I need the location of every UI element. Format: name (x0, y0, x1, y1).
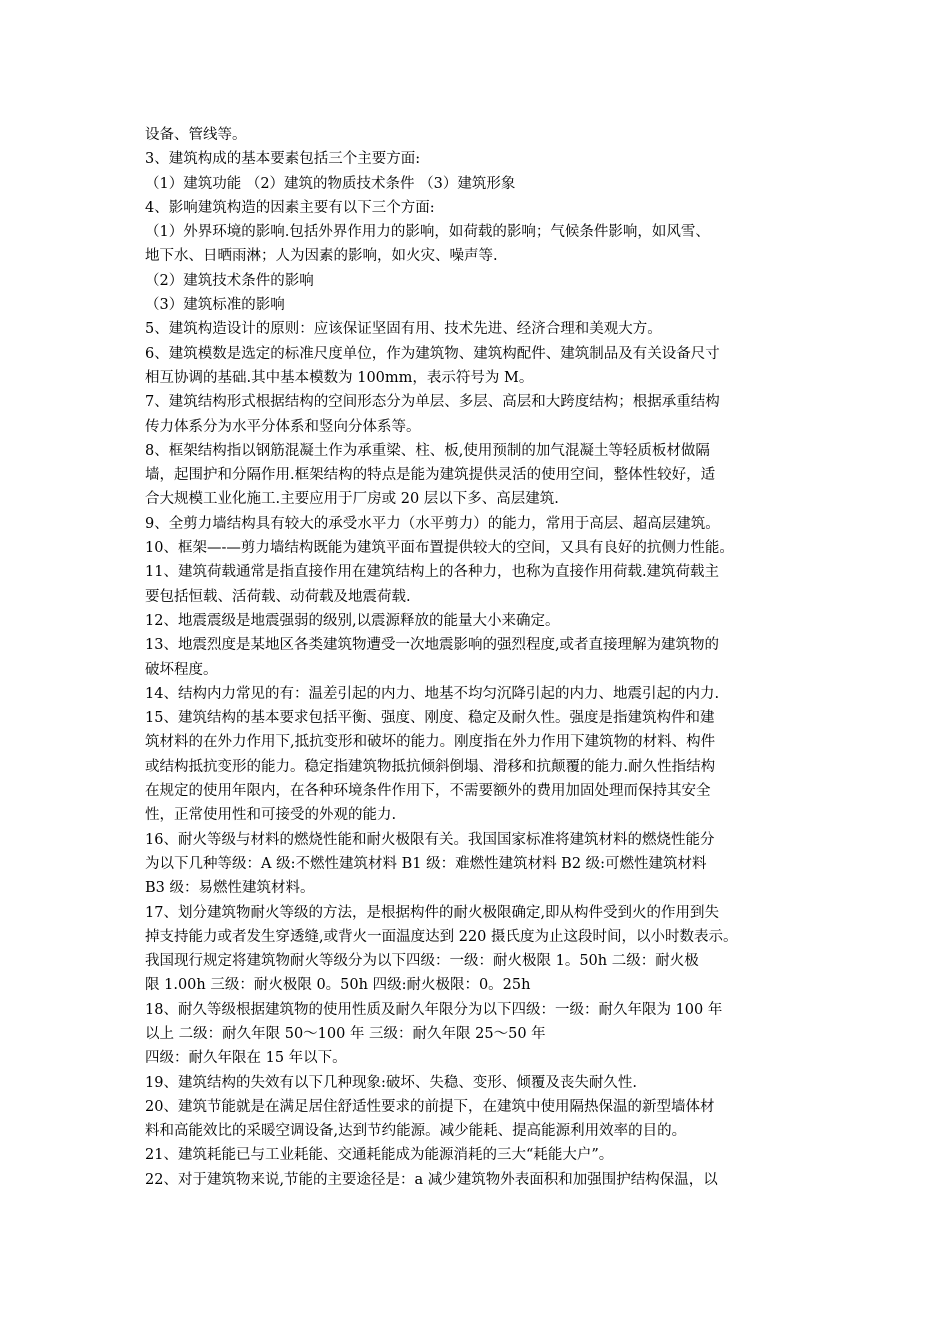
text-line: 合大规模工业化施工.主要应用于厂房或 20 层以下多、高层建筑. (145, 491, 559, 508)
text-line: 5、建筑构造设计的原则：应该保证坚固有用、技术先进、经济合理和美观大方。 (145, 321, 662, 338)
text-line: 限 1.00h 三级：耐火极限 0。50h 四级:耐火极限：0。25h (145, 977, 531, 994)
text-line: （2）建筑技术条件的影响 (145, 272, 314, 289)
document-body (145, 123, 813, 1192)
text-line: 掉支持能力或者发生穿透缝,或背火一面温度达到 220 摄氏度为止这段时间，以小时数表示。 (145, 928, 738, 945)
text-line: （1）建筑功能 （2）建筑的物质技术条件 （3）建筑形象 (145, 175, 516, 192)
text-line: 20、建筑节能就是在满足居住舒适性要求的前提下，在建筑中使用隔热保温的新型墙体材 (145, 1098, 715, 1115)
text-line: 墙，起围护和分隔作用.框架结构的特点是能为建筑提供灵活的使用空间，整体性较好，适 (145, 467, 716, 484)
text-line: 相互协调的基础.其中基本模数为 100mm，表示符号为 M。 (145, 369, 534, 386)
text-line: 四级：耐久年限在 15 年以下。 (145, 1050, 347, 1067)
text-line: 设备、管线等。 (145, 127, 247, 143)
text-line: （1）外界环境的影响.包括外界作用力的影响，如荷载的影响；气候条件影响，如风雪、 (145, 224, 710, 241)
text-line: 17、划分建筑物耐火等级的方法，是根据构件的耐火极限确定,即从构件受到火的作用到失 (145, 904, 720, 921)
text-line: 在规定的使用年限内，在各种环境条件作用下，不需要额外的费用加固处理而保持其安全 (145, 783, 711, 800)
text-line: 地下水、日晒雨淋；人为因素的影响，如火灾、噪声等. (145, 248, 498, 265)
text-line: 料和高能效比的采暖空调设备,达到节约能源。减少能耗、提高能源利用效率的目的。 (145, 1123, 687, 1140)
text-line: 我国现行规定将建筑物耐火等级分为以下四级：一级：耐火极限 1。50h 二级：耐火极 (145, 953, 699, 970)
text-line: B3 级：易燃性建筑材料。 (145, 880, 315, 897)
text-line: 3、建筑构成的基本要素包括三个主要方面: (145, 151, 421, 168)
text-line: 16、耐火等级与材料的燃烧性能和耐火极限有关。我国国家标准将建筑材料的燃烧性能分 (145, 831, 715, 848)
text-line: 8、框架结构指以钢筋混凝土作为承重梁、柱、板,使用预制的加气混凝土等轻质板材做隔 (145, 442, 710, 459)
text-line: 性，正常使用性和可接受的外观的能力. (145, 807, 397, 824)
text-line: 7、建筑结构形式根据结构的空间形态分为单层、多层、高层和大跨度结构；根据承重结构 (145, 394, 720, 411)
text-line: 传力体系分为水平分体系和竖向分体系等。 (145, 418, 421, 435)
text-line: 18、耐久等级根据建筑物的使用性质及耐久年限分为以下四级：一级：耐久年限为 100 年 (145, 1001, 723, 1018)
text-line: （3）建筑标准的影响 (145, 297, 285, 314)
text-line: 要包括恒载、活荷载、动荷载及地震荷载. (145, 588, 411, 605)
text-line: 15、建筑结构的基本要求包括平衡、强度、刚度、稳定及耐久性。强度是指建筑构件和建 (145, 710, 715, 727)
text-line: 筑材料的在外力作用下,抵抗变形和破坏的能力。刚度指在外力作用下建筑物的材料、构件 (145, 734, 716, 751)
text-line: 为以下几种等级：A 级:不燃性建筑材料 B1 级：难燃性建筑材料 B2 级:可燃性建筑材料 (145, 855, 707, 872)
text-line: 21、建筑耗能已与工业耗能、交通耗能成为能源消耗的三大“耗能大户”。 (145, 1147, 614, 1164)
text-line: 19、建筑结构的失效有以下几种现象:破坏、失稳、变形、倾覆及丧失耐久性. (145, 1074, 637, 1091)
text-line: 13、地震烈度是某地区各类建筑物遭受一次地震影响的强烈程度,或者直接理解为建筑物的 (145, 637, 720, 654)
text-line: 10、框架—-—剪力墙结构既能为建筑平面布置提供较大的空间，又具有良好的抗侧力性能。 (145, 540, 734, 557)
text-line: 6、建筑模数是选定的标准尺度单位，作为建筑物、建筑构配件、建筑制品及有关设备尺寸 (145, 345, 720, 362)
text-line: 以上 二级：耐久年限 50～100 年 三级：耐久年限 25～50 年 (145, 1025, 546, 1042)
text-line: 22、对于建筑物来说,节能的主要途径是：a 减少建筑物外表面积和加强围护结构保温，以 (145, 1171, 718, 1188)
text-line: 或结构抵抗变形的能力。稳定指建筑物抵抗倾斜倒塌、滑移和抗颠覆的能力.耐久性指结构 (145, 758, 716, 775)
text-line: 14、结构内力常见的有：温差引起的内力、地基不均匀沉降引起的内力、地震引起的内力. (145, 685, 720, 702)
text-line: 破坏程度。 (145, 661, 218, 678)
text-line: 12、地震震级是地震强弱的级别,以震源释放的能量大小来确定。 (145, 612, 560, 629)
text-line: 11、建筑荷载通常是指直接作用在建筑结构上的各种力，也称为直接作用荷载.建筑荷载主 (145, 564, 720, 581)
text-line: 9、全剪力墙结构具有较大的承受水平力（水平剪力）的能力，常用于高层、超高层建筑。 (145, 515, 720, 532)
text-line: 4、影响建筑构造的因素主要有以下三个方面: (145, 199, 435, 216)
